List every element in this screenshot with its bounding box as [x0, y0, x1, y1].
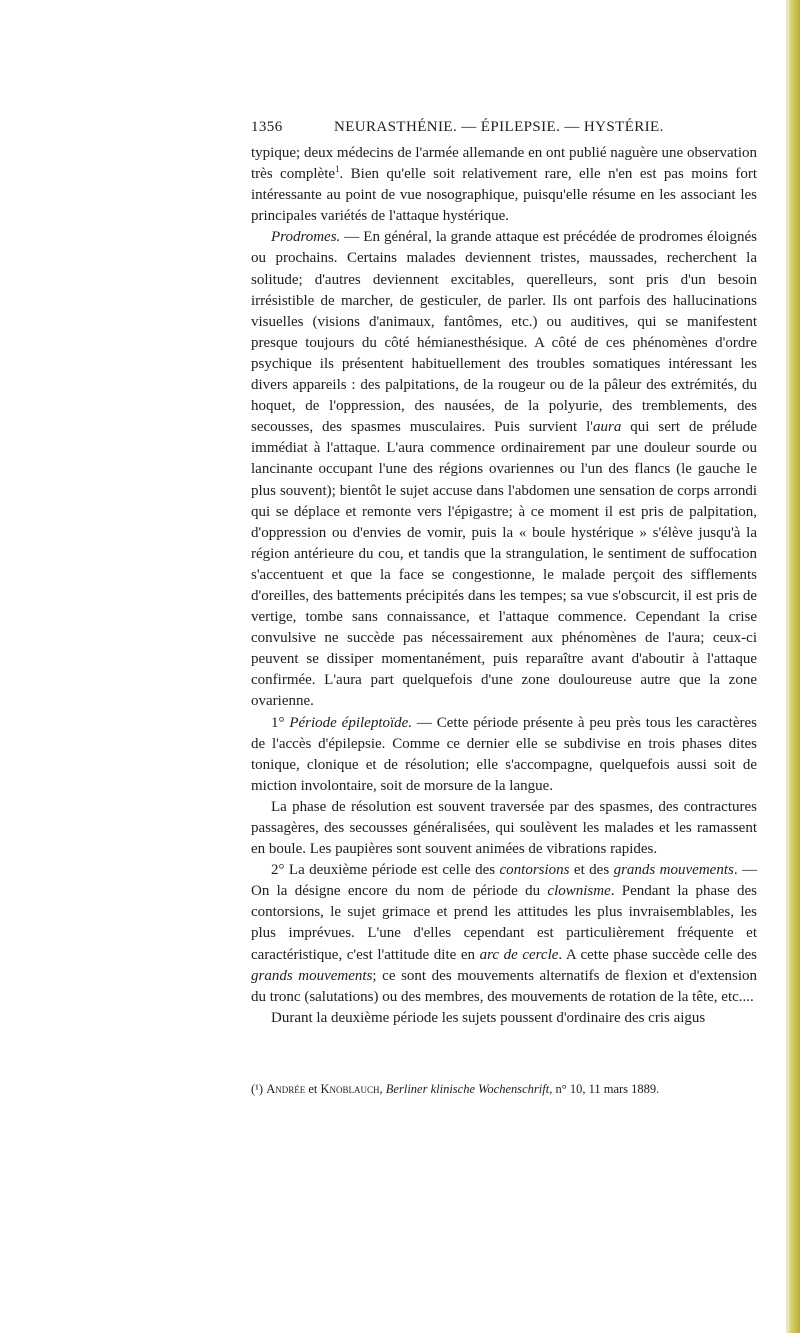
term-grands-mouvements: grands mouvements [613, 862, 734, 879]
section-heading-epileptoide: Période épileptoïde. [289, 714, 413, 731]
footnote-author: Andrée [266, 1082, 306, 1096]
text-run: . Pendant la phase des contorsions, le sujet grimace et prend les attitudes les plus invraisemblables, les plus imprévues. L'une d'elles cependant est particulièrement fréquente et caractéristique, c'est l'attitude dite en [251, 883, 757, 963]
section-heading-prodromes: Prodromes. [271, 229, 341, 246]
term-arc-de-cercle: arc de cercle [479, 946, 559, 963]
text-run: . Bien qu'elle soit relativement rare, elle n'en est pas moins fort intéressante au point de vue nosographique, puisqu'elle résume en les associant les principales variétés de l'attaque hystérique. [251, 166, 757, 225]
footnote-marker: (¹) [251, 1082, 264, 1096]
text-run: et [305, 1082, 321, 1096]
text-run: La phase de résolution est souvent traversée par des spasmes, des contractures passagères, des secousses généralisées, qui soulèvent les malades et les ramassent en boule. Les paupières sont souvent animées de vibrations rapides. [251, 798, 757, 858]
text-run: — En général, la grande attaque est précédée de prodromes éloignés ou prochains. Certains malades deviennent tristes, maussades, recherchent la solitude; d'autres deviennent excitables, querelleurs, sont pris d'un besoin irrésistible de marcher, de gesticuler, de parler. Ils ont parfois des hallucinations visuelles (visions d'animaux, fantômes, etc.) ou auditives, qui se manifestent presque toujours du côté hémianesthésique. A côté de ces phénomènes d'ordre psychique ils présentent habituellement des troubles somatiques intéressant les divers appareils : des palpitations, de la rougeur ou de la pâleur des extrémités, du hoquet, de l'oppression, des nausées, de la polyurie, des tremblements, des secousses, des spasmes musculaires. Puis survient l' [251, 229, 757, 436]
text-run: Durant la deuxième période les sujets poussent d'ordinaire des cris aigus [271, 1009, 706, 1026]
text-run: La deuxième période est celle des [284, 862, 500, 879]
term-contorsions: contorsions [499, 862, 570, 879]
text-run: . A cette phase succède celle des [558, 946, 757, 963]
text-run: ; ce sont des mouvements alternatifs de flexion et d'extension du tronc (salutations) ou des membres, des mouvements de rotation de la tête, etc.... [251, 967, 757, 1005]
paragraph-cris [251, 1008, 757, 1029]
term-clownisme: clownisme [547, 883, 611, 900]
text-run: et des [569, 862, 614, 879]
footnote-issue: , n° 10, [549, 1082, 586, 1096]
term-aura: aura [593, 419, 622, 436]
paragraph-resolution [251, 797, 757, 860]
page-edge [786, 0, 800, 1333]
paragraph-deuxieme-periode [251, 860, 757, 1008]
text-run: — Cette période présente à peu près tous les caractères de l'accès d'épilepsie. Comme ce dernier elle se subdivise en trois phases dites tonique, clonique et de résolution; elle s'accompagne, quelquefois aussi soit de miction involontaire, soit de morsure de la langue. [251, 714, 757, 794]
text-run: , [379, 1082, 386, 1096]
footnote-journal: Berliner klinische Wochenschrift [385, 1082, 550, 1096]
footnote-date: 11 mars 1889. [585, 1082, 660, 1096]
text-run: qui sert de prélude immédiat à l'attaque. L'aura commence ordinairement par une douleur sourde ou lancinante occupant l'une des régions ovariennes ou l'un des flancs (le gauche le plus souvent); bientôt le sujet accuse dans l'abdomen une sensation de corps arrondi qui se déplace et remonte vers l'épigastre; à ce moment il est pris de palpitation, d'oppression ou d'envies de vomir, puis la « boule hystérique » s'élève jusqu'à la région antérieure du cou, et tandis que la strangulation, le sentiment de suffocation s'accentuent et que la face se congestionne, le malade perçoit des sifflements d'oreilles, des battements précipités dans les tempes; sa vue s'obscurcit, il est pris de vertige, tombe sans connaissance, et l'attaque commence. Cependant la crise convulsive ne succède pas nécessairement aux phénomènes de l'aura; ceux-ci peuvent se dissiper momentanément, puis reparaître avant d'aboutir à l'attaque confirmée. L'aura part quelquefois d'une zone douloureuse autre que la zone ovarienne. [251, 419, 757, 710]
footnote-author: Knoblauch [320, 1082, 380, 1096]
body-text [251, 143, 757, 1029]
text-run: typique; deux médecins de l'armée allemande en ont publié naguère une observation très complète [251, 145, 757, 183]
term-grands-mouvements: grands mouvements [251, 967, 373, 984]
footnote [251, 1081, 757, 1097]
running-title: NEURASTHÉNIE. — ÉPILEPSIE. — HYSTÉRIE. [334, 119, 664, 135]
paragraph-periode-epileptoide [251, 713, 757, 797]
text-run: . — On la désigne encore du nom de période du [251, 862, 758, 900]
page-number: 1356 [251, 119, 283, 135]
paragraph-prodromes [251, 227, 757, 712]
section-number: 1° [271, 714, 285, 731]
paragraph-1 [251, 143, 757, 227]
footnote-ref: 1 [335, 164, 340, 175]
section-number: 2° [271, 862, 285, 879]
